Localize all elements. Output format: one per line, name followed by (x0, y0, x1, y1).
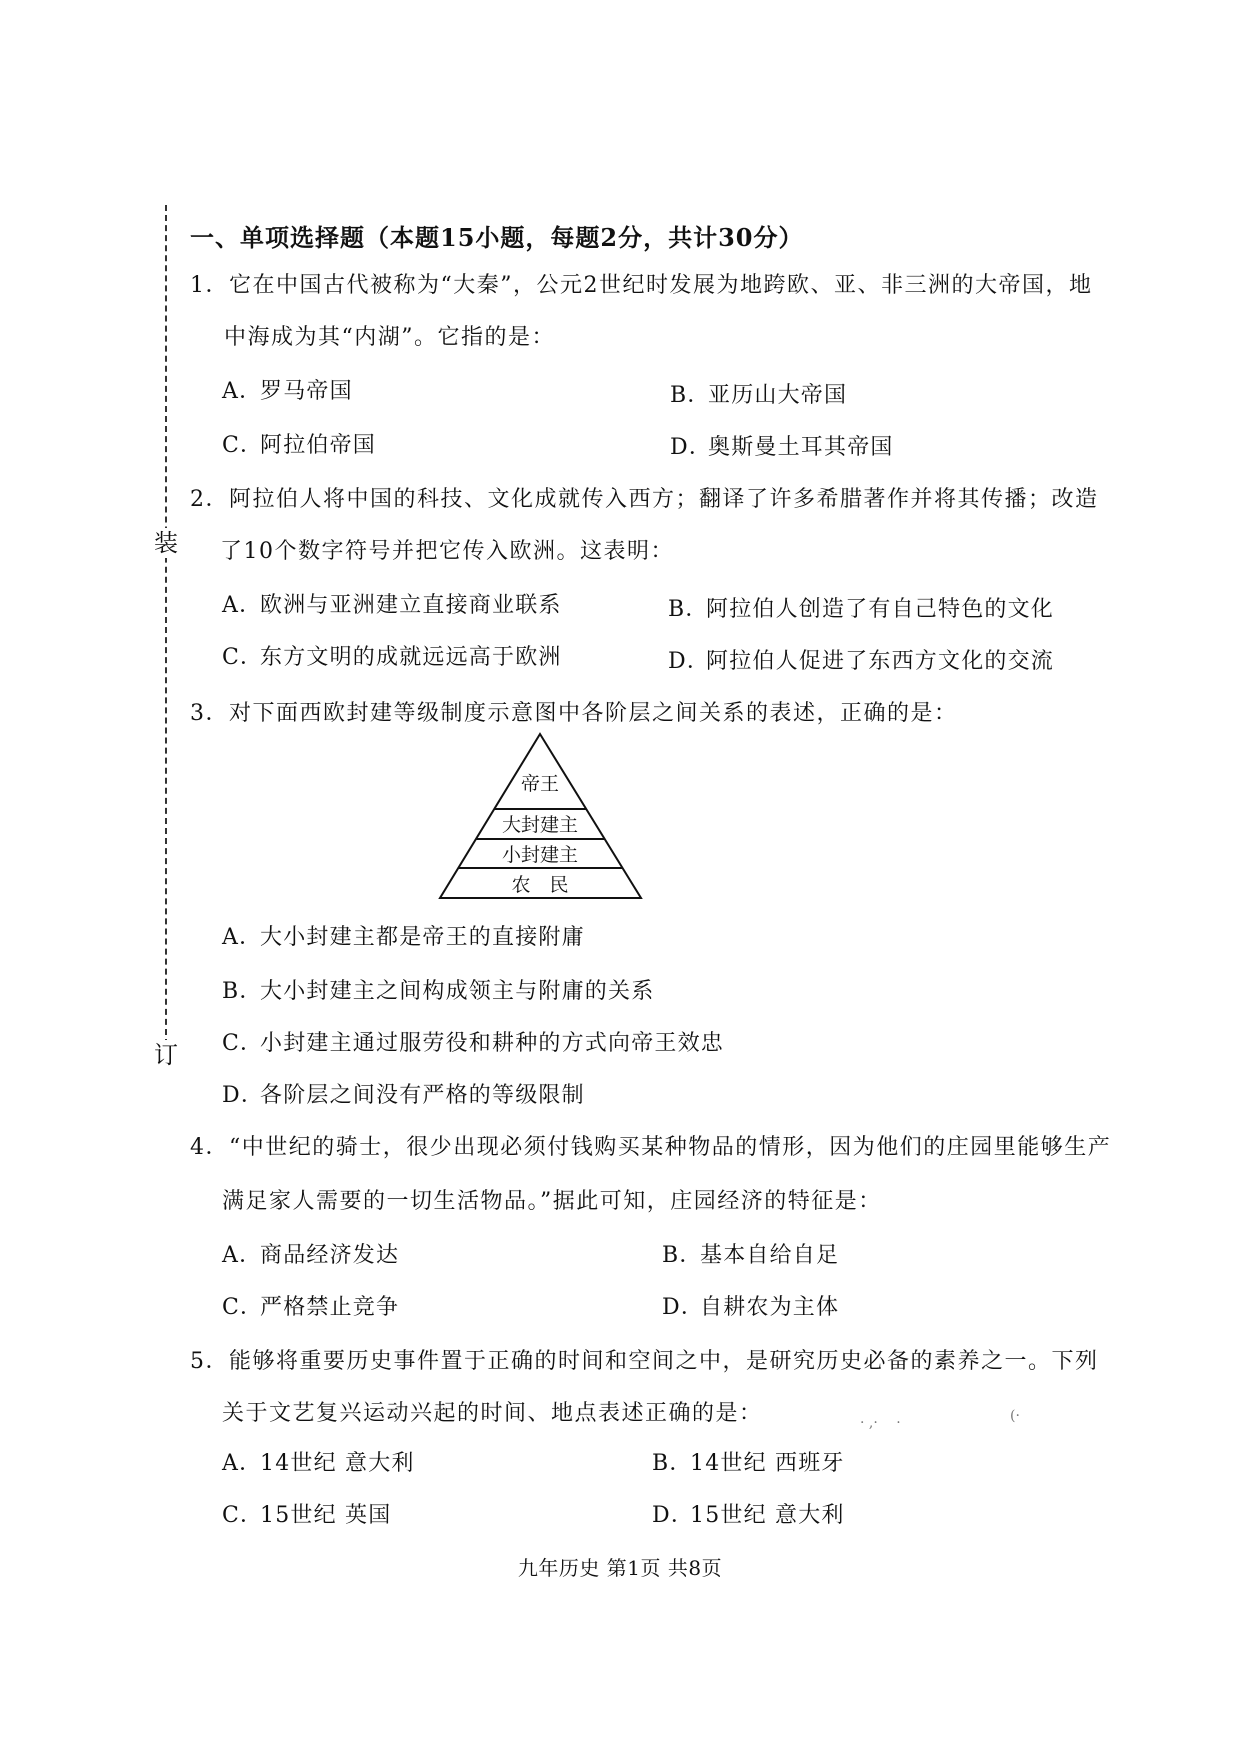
option-text: 欧洲与亚洲建立直接商业联系 (260, 593, 562, 618)
option-letter: C． (222, 1503, 264, 1528)
question-1-line-2: 中海成为其“内湖”。它指的是： (224, 325, 555, 350)
question-3-option-a (222, 920, 585, 951)
question-4-option-d (662, 1290, 839, 1321)
question-3-option-b (222, 974, 654, 1005)
option-letter: A． (222, 593, 263, 618)
binding-mark-zhuang: 装 (151, 528, 181, 558)
question-4-option-a (222, 1238, 399, 1269)
option-letter: A． (222, 379, 263, 404)
question-1-option-a (222, 374, 353, 405)
option-letter: D． (652, 1503, 695, 1528)
option-letter: D． (670, 435, 713, 460)
option-text: 亚历山大帝国 (708, 383, 848, 408)
option-letter: B． (662, 1243, 703, 1268)
question-5-line-2: 关于文艺复兴运动兴起的时间、地点表述正确的是： (222, 1401, 763, 1426)
option-letter: C． (222, 645, 264, 670)
option-letter: B． (222, 979, 263, 1004)
option-letter: C． (222, 1031, 264, 1056)
scan-speck: · ,· · (860, 1415, 901, 1431)
question-5-option-b (652, 1446, 845, 1477)
option-text: 商品经济发达 (260, 1243, 400, 1268)
question-5-option-c (222, 1498, 391, 1529)
option-text: 罗马帝国 (260, 379, 353, 404)
question-1-option-d (670, 430, 894, 461)
option-letter: D． (662, 1295, 705, 1320)
option-text: 各阶层之间没有严格的等级限制 (260, 1083, 585, 1108)
option-letter: C． (222, 1295, 264, 1320)
question-2-option-c (222, 640, 562, 671)
option-letter: D． (222, 1083, 265, 1108)
question-5-line-1: 5．能够将重要历史事件置于正确的时间和空间之中，是研究历史必备的素养之一。下列 (190, 1349, 1099, 1374)
option-letter: D． (668, 649, 711, 674)
option-text: 自耕农为主体 (700, 1295, 840, 1320)
option-text: 14世纪 意大利 (260, 1451, 415, 1476)
option-text: 大小封建主之间构成领主与附庸的关系 (260, 979, 655, 1004)
question-2-line-1: 2．阿拉伯人将中国的科技、文化成就传入西方；翻译了许多希腊著作并将其传播；改造 (190, 487, 1099, 512)
question-1-option-b (670, 378, 847, 409)
option-text: 阿拉伯帝国 (260, 433, 377, 458)
question-5-option-a (222, 1446, 415, 1477)
question-3-option-d (222, 1078, 585, 1109)
option-text: 阿拉伯人促进了东西方文化的交流 (706, 649, 1055, 674)
pyramid-level-4: 农 民 (511, 874, 569, 896)
question-2-option-d (668, 644, 1054, 675)
binding-mark-ding: 订 (151, 1040, 181, 1070)
question-2-option-b (668, 592, 1054, 623)
option-text: 大小封建主都是帝王的直接附庸 (260, 925, 585, 950)
option-text: 奥斯曼土耳其帝国 (708, 435, 894, 460)
question-2-option-a (222, 588, 562, 619)
question-1-line-1: 1．它在中国古代被称为“大秦”，公元2世纪时发展为地跨欧、亚、非三洲的大帝国，地 (190, 273, 1093, 298)
page-footer: 九年历史 第1页 共8页 (517, 1556, 723, 1580)
option-letter: A． (222, 1243, 263, 1268)
option-text: 14世纪 西班牙 (690, 1451, 845, 1476)
question-4-option-c (222, 1290, 399, 1321)
feudal-hierarchy-pyramid (438, 730, 643, 900)
question-4-line-2: 满足家人需要的一切生活物品。”据此可知，庄园经济的特征是： (222, 1189, 882, 1214)
option-letter: B． (670, 383, 711, 408)
question-4-line-1: 4．“中世纪的骑士，很少出现必须付钱购买某种物品的情形，因为他们的庄园里能够生产 (190, 1135, 1112, 1160)
question-3-line-1: 3．对下面西欧封建等级制度示意图中各阶层之间关系的表述，正确的是： (190, 701, 958, 726)
question-4-option-b (662, 1238, 839, 1269)
pyramid-level-2: 大封建主 (501, 814, 579, 836)
scan-speck: (· (1010, 1408, 1020, 1424)
option-text: 基本自给自足 (700, 1243, 840, 1268)
option-letter: B． (652, 1451, 693, 1476)
pyramid-level-1: 帝王 (520, 773, 560, 795)
option-text: 严格禁止竞争 (260, 1295, 400, 1320)
option-text: 阿拉伯人创造了有自己特色的文化 (706, 597, 1055, 622)
option-letter: A． (222, 925, 263, 950)
option-letter: C． (222, 433, 264, 458)
question-5-option-d (652, 1498, 845, 1529)
binding-dashed-line (165, 205, 167, 1045)
question-3-option-c (222, 1026, 724, 1057)
option-letter: A． (222, 1451, 263, 1476)
pyramid-svg (438, 730, 643, 900)
question-1-option-c (222, 428, 376, 459)
option-text: 15世纪 英国 (260, 1503, 392, 1528)
option-text: 东方文明的成就远远高于欧洲 (260, 645, 562, 670)
section-title: 一、单项选择题（本题15小题，每题2分，共计30分） (190, 223, 804, 252)
option-text: 15世纪 意大利 (690, 1503, 845, 1528)
question-2-line-2: 了10个数字符号并把它传入欧洲。这表明： (220, 539, 674, 564)
option-letter: B． (668, 597, 709, 622)
option-text: 小封建主通过服劳役和耕种的方式向帝王效忠 (260, 1031, 725, 1056)
pyramid-level-3: 小封建主 (501, 844, 579, 866)
